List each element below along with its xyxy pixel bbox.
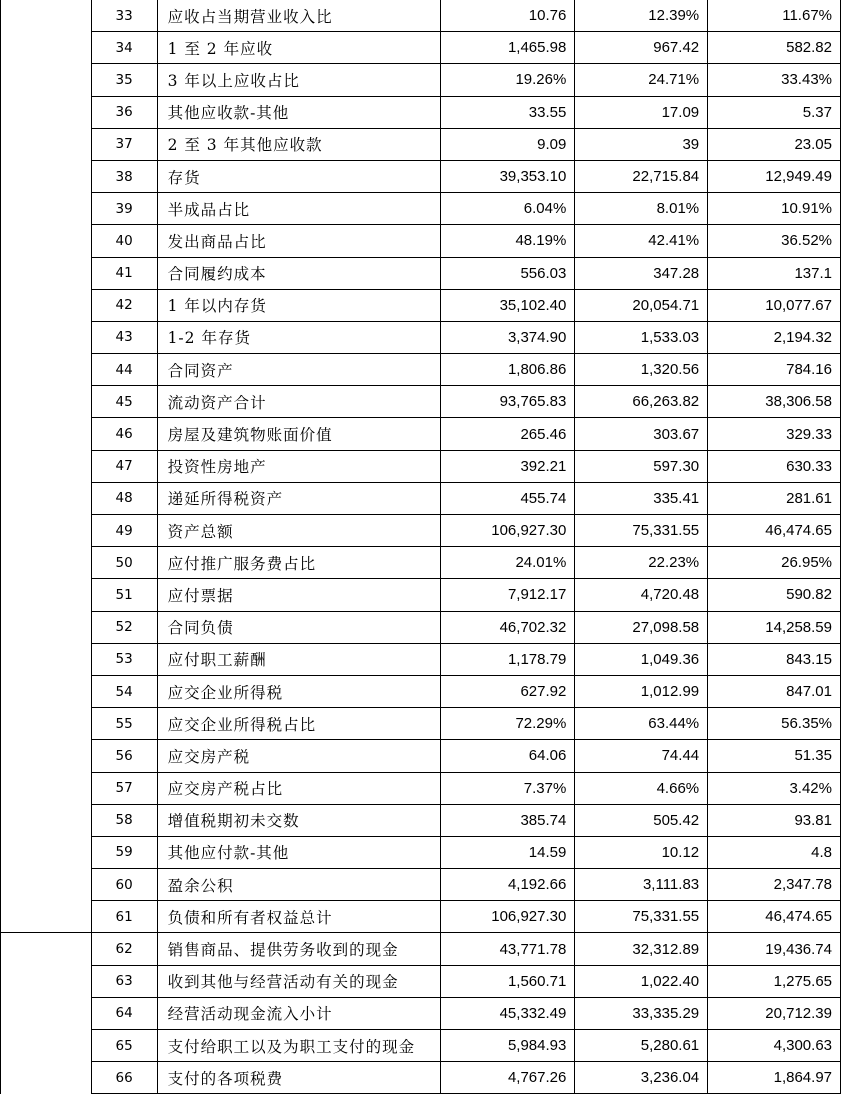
table-row (1, 289, 841, 321)
group-cell (1, 1030, 92, 1062)
value-col-1: 19.26% (441, 64, 575, 96)
table-row (1, 965, 841, 997)
value-col-1: 10.76 (441, 0, 575, 32)
table-row (1, 128, 841, 160)
table-row (1, 96, 841, 128)
value-col-1: 1,465.98 (441, 32, 575, 64)
table-row (1, 386, 841, 418)
row-number: 38 (91, 160, 157, 192)
value-col-2: 75,331.55 (575, 901, 708, 933)
row-number: 42 (91, 289, 157, 321)
item-name: 合同负债 (157, 611, 441, 643)
group-cell (1, 901, 92, 933)
value-col-1: 33.55 (441, 96, 575, 128)
item-name: 合同履约成本 (157, 257, 441, 289)
value-col-2: 66,263.82 (575, 386, 708, 418)
group-cell (1, 772, 92, 804)
item-name: 1 至 2 年应收 (157, 32, 441, 64)
row-number: 40 (91, 225, 157, 257)
group-cell (1, 225, 92, 257)
row-number: 55 (91, 708, 157, 740)
value-col-1: 1,178.79 (441, 643, 575, 675)
item-name: 增值税期初未交数 (157, 804, 441, 836)
item-name: 其他应收款-其他 (157, 96, 441, 128)
row-number: 37 (91, 128, 157, 160)
value-col-1: 72.29% (441, 708, 575, 740)
value-col-1: 4,192.66 (441, 869, 575, 901)
value-col-1: 43,771.78 (441, 933, 575, 965)
value-col-1: 39,353.10 (441, 160, 575, 192)
group-cell (1, 257, 92, 289)
value-col-1: 106,927.30 (441, 901, 575, 933)
row-number: 50 (91, 547, 157, 579)
group-cell (1, 933, 92, 965)
value-col-2: 4.66% (575, 772, 708, 804)
item-name: 应付职工薪酬 (157, 643, 441, 675)
value-col-1: 106,927.30 (441, 515, 575, 547)
table-row (1, 257, 841, 289)
table-row (1, 1030, 841, 1062)
group-cell (1, 611, 92, 643)
table-row (1, 579, 841, 611)
table-row (1, 836, 841, 868)
table-row (1, 547, 841, 579)
value-col-1: 6.04% (441, 193, 575, 225)
value-col-3: 1,864.97 (708, 1062, 841, 1094)
table-row (1, 64, 841, 96)
value-col-1: 265.46 (441, 418, 575, 450)
value-col-3: 11.67% (708, 0, 841, 32)
group-cell (1, 1062, 92, 1094)
table-row (1, 869, 841, 901)
value-col-3: 4,300.63 (708, 1030, 841, 1062)
item-name: 投资性房地产 (157, 450, 441, 482)
row-number: 53 (91, 643, 157, 675)
row-number: 57 (91, 772, 157, 804)
group-cell (1, 96, 92, 128)
table-row (1, 482, 841, 514)
value-col-3: 10.91% (708, 193, 841, 225)
value-col-2: 347.28 (575, 257, 708, 289)
value-col-2: 22.23% (575, 547, 708, 579)
value-col-2: 1,533.03 (575, 321, 708, 353)
group-cell (1, 0, 92, 32)
table-row (1, 643, 841, 675)
item-name: 盈余公积 (157, 869, 441, 901)
table-row (1, 901, 841, 933)
value-col-3: 56.35% (708, 708, 841, 740)
value-col-3: 38,306.58 (708, 386, 841, 418)
row-number: 51 (91, 579, 157, 611)
value-col-3: 2,347.78 (708, 869, 841, 901)
value-col-2: 5,280.61 (575, 1030, 708, 1062)
item-name: 递延所得税资产 (157, 482, 441, 514)
row-number: 64 (91, 997, 157, 1029)
row-number: 58 (91, 804, 157, 836)
value-col-3: 12,949.49 (708, 160, 841, 192)
value-col-2: 967.42 (575, 32, 708, 64)
table-row (1, 160, 841, 192)
value-col-3: 19,436.74 (708, 933, 841, 965)
table-row (1, 1062, 841, 1094)
value-col-3: 2,194.32 (708, 321, 841, 353)
value-col-2: 22,715.84 (575, 160, 708, 192)
group-cell (1, 32, 92, 64)
row-number: 52 (91, 611, 157, 643)
group-cell (1, 386, 92, 418)
row-number: 33 (91, 0, 157, 32)
value-col-2: 4,720.48 (575, 579, 708, 611)
table-row (1, 418, 841, 450)
value-col-1: 3,374.90 (441, 321, 575, 353)
item-name: 房屋及建筑物账面价值 (157, 418, 441, 450)
value-col-1: 7.37% (441, 772, 575, 804)
value-col-3: 14,258.59 (708, 611, 841, 643)
value-col-3: 23.05 (708, 128, 841, 160)
group-cell (1, 160, 92, 192)
value-col-2: 33,335.29 (575, 997, 708, 1029)
value-col-2: 335.41 (575, 482, 708, 514)
row-number: 35 (91, 64, 157, 96)
row-number: 65 (91, 1030, 157, 1062)
value-col-1: 385.74 (441, 804, 575, 836)
value-col-1: 627.92 (441, 675, 575, 707)
value-col-2: 303.67 (575, 418, 708, 450)
value-col-2: 74.44 (575, 740, 708, 772)
group-cell (1, 482, 92, 514)
value-col-1: 48.19% (441, 225, 575, 257)
table-row (1, 933, 841, 965)
value-col-2: 1,320.56 (575, 354, 708, 386)
value-col-1: 24.01% (441, 547, 575, 579)
value-col-3: 281.61 (708, 482, 841, 514)
group-cell (1, 836, 92, 868)
group-cell (1, 997, 92, 1029)
value-col-3: 20,712.39 (708, 997, 841, 1029)
value-col-2: 39 (575, 128, 708, 160)
value-col-3: 36.52% (708, 225, 841, 257)
row-number: 46 (91, 418, 157, 450)
item-name: 经营活动现金流入小计 (157, 997, 441, 1029)
item-name: 应交房产税 (157, 740, 441, 772)
group-cell (1, 354, 92, 386)
item-name: 应付推广服务费占比 (157, 547, 441, 579)
table-row (1, 354, 841, 386)
value-col-2: 20,054.71 (575, 289, 708, 321)
table-row (1, 225, 841, 257)
row-number: 48 (91, 482, 157, 514)
item-name: 负债和所有者权益总计 (157, 901, 441, 933)
value-col-3: 843.15 (708, 643, 841, 675)
item-name: 合同资产 (157, 354, 441, 386)
value-col-3: 4.8 (708, 836, 841, 868)
value-col-3: 33.43% (708, 64, 841, 96)
value-col-2: 1,049.36 (575, 643, 708, 675)
item-name: 半成品占比 (157, 193, 441, 225)
value-col-1: 455.74 (441, 482, 575, 514)
row-number: 60 (91, 869, 157, 901)
item-name: 流动资产合计 (157, 386, 441, 418)
table-row (1, 675, 841, 707)
item-name: 支付的各项税费 (157, 1062, 441, 1094)
value-col-1: 14.59 (441, 836, 575, 868)
group-cell (1, 643, 92, 675)
value-col-1: 7,912.17 (441, 579, 575, 611)
item-name: 应交房产税占比 (157, 772, 441, 804)
table-row (1, 740, 841, 772)
row-number: 62 (91, 933, 157, 965)
item-name: 应交企业所得税 (157, 675, 441, 707)
value-col-2: 3,111.83 (575, 869, 708, 901)
value-col-3: 3.42% (708, 772, 841, 804)
table-row (1, 193, 841, 225)
row-number: 59 (91, 836, 157, 868)
value-col-1: 35,102.40 (441, 289, 575, 321)
item-name: 1 年以内存货 (157, 289, 441, 321)
group-cell (1, 128, 92, 160)
value-col-1: 46,702.32 (441, 611, 575, 643)
table-row (1, 708, 841, 740)
value-col-3: 5.37 (708, 96, 841, 128)
value-col-2: 27,098.58 (575, 611, 708, 643)
value-col-2: 10.12 (575, 836, 708, 868)
row-number: 36 (91, 96, 157, 128)
value-col-2: 24.71% (575, 64, 708, 96)
group-cell (1, 418, 92, 450)
table-row (1, 321, 841, 353)
table-row (1, 32, 841, 64)
group-cell (1, 869, 92, 901)
item-name: 1-2 年存货 (157, 321, 441, 353)
row-number: 41 (91, 257, 157, 289)
table-row (1, 450, 841, 482)
value-col-3: 26.95% (708, 547, 841, 579)
item-name: 存货 (157, 160, 441, 192)
value-col-2: 42.41% (575, 225, 708, 257)
value-col-1: 1,560.71 (441, 965, 575, 997)
group-cell (1, 547, 92, 579)
group-cell (1, 321, 92, 353)
item-name: 应交企业所得税占比 (157, 708, 441, 740)
table-row (1, 0, 841, 32)
value-col-3: 10,077.67 (708, 289, 841, 321)
item-name: 支付给职工以及为职工支付的现金 (157, 1030, 441, 1062)
value-col-3: 582.82 (708, 32, 841, 64)
value-col-1: 4,767.26 (441, 1062, 575, 1094)
value-col-1: 64.06 (441, 740, 575, 772)
item-name: 发出商品占比 (157, 225, 441, 257)
group-cell (1, 579, 92, 611)
value-col-2: 1,022.40 (575, 965, 708, 997)
group-cell (1, 289, 92, 321)
value-col-3: 137.1 (708, 257, 841, 289)
group-cell (1, 965, 92, 997)
value-col-2: 8.01% (575, 193, 708, 225)
row-number: 61 (91, 901, 157, 933)
item-name: 销售商品、提供劳务收到的现金 (157, 933, 441, 965)
row-number: 54 (91, 675, 157, 707)
row-number: 39 (91, 193, 157, 225)
table-body (1, 0, 841, 1094)
row-number: 47 (91, 450, 157, 482)
value-col-3: 1,275.65 (708, 965, 841, 997)
table-row (1, 804, 841, 836)
row-number: 34 (91, 32, 157, 64)
item-name: 应付票据 (157, 579, 441, 611)
value-col-1: 5,984.93 (441, 1030, 575, 1062)
item-name: 3 年以上应收占比 (157, 64, 441, 96)
value-col-3: 93.81 (708, 804, 841, 836)
value-col-1: 556.03 (441, 257, 575, 289)
value-col-2: 32,312.89 (575, 933, 708, 965)
row-number: 44 (91, 354, 157, 386)
group-cell (1, 804, 92, 836)
table-row (1, 772, 841, 804)
value-col-2: 17.09 (575, 96, 708, 128)
value-col-3: 329.33 (708, 418, 841, 450)
group-cell (1, 515, 92, 547)
value-col-1: 45,332.49 (441, 997, 575, 1029)
value-col-3: 847.01 (708, 675, 841, 707)
value-col-2: 597.30 (575, 450, 708, 482)
value-col-1: 1,806.86 (441, 354, 575, 386)
value-col-3: 51.35 (708, 740, 841, 772)
value-col-1: 93,765.83 (441, 386, 575, 418)
value-col-2: 1,012.99 (575, 675, 708, 707)
value-col-2: 3,236.04 (575, 1062, 708, 1094)
group-cell (1, 450, 92, 482)
table-row (1, 611, 841, 643)
item-name: 资产总额 (157, 515, 441, 547)
value-col-3: 46,474.65 (708, 515, 841, 547)
group-cell (1, 675, 92, 707)
value-col-2: 63.44% (575, 708, 708, 740)
value-col-2: 75,331.55 (575, 515, 708, 547)
row-number: 43 (91, 321, 157, 353)
row-number: 45 (91, 386, 157, 418)
row-number: 49 (91, 515, 157, 547)
item-name: 2 至 3 年其他应收款 (157, 128, 441, 160)
value-col-3: 590.82 (708, 579, 841, 611)
item-name: 其他应付款-其他 (157, 836, 441, 868)
value-col-3: 630.33 (708, 450, 841, 482)
table-row (1, 997, 841, 1029)
row-number: 56 (91, 740, 157, 772)
group-cell (1, 64, 92, 96)
row-number: 63 (91, 965, 157, 997)
group-cell (1, 740, 92, 772)
item-name: 应收占当期营业收入比 (157, 0, 441, 32)
value-col-3: 784.16 (708, 354, 841, 386)
value-col-1: 9.09 (441, 128, 575, 160)
value-col-1: 392.21 (441, 450, 575, 482)
table-row (1, 515, 841, 547)
value-col-2: 505.42 (575, 804, 708, 836)
group-cell (1, 193, 92, 225)
group-cell (1, 708, 92, 740)
item-name: 收到其他与经营活动有关的现金 (157, 965, 441, 997)
value-col-2: 12.39% (575, 0, 708, 32)
value-col-3: 46,474.65 (708, 901, 841, 933)
row-number: 66 (91, 1062, 157, 1094)
